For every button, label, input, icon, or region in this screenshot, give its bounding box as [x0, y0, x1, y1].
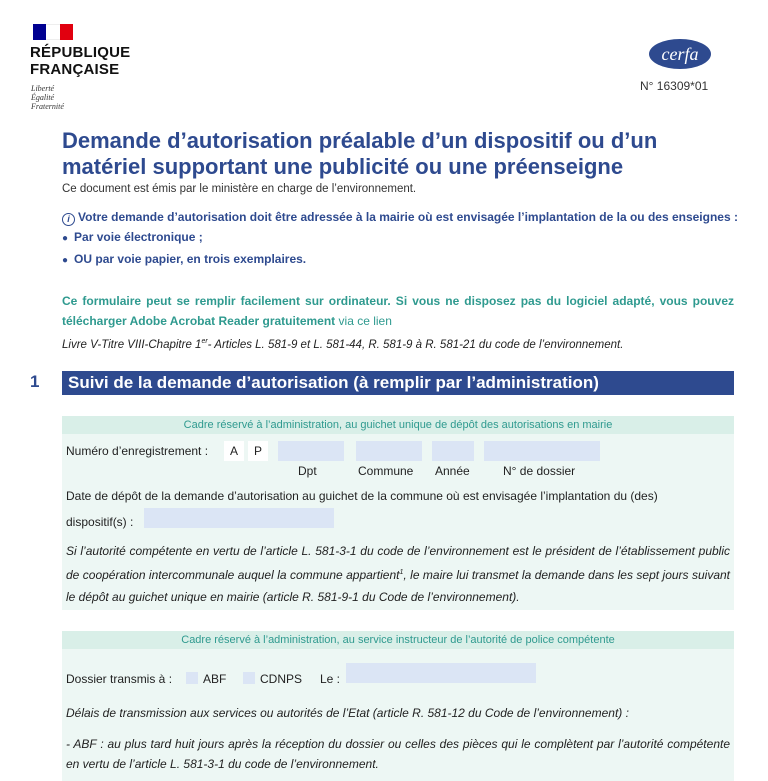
info-icon: i — [62, 213, 75, 226]
document-subtitle: Ce document est émis par le ministère en charge de l’environnement. — [62, 183, 417, 195]
registration-number-label: Numéro d’enregistrement : — [66, 444, 209, 458]
notice-item-paper: ● OU par voie papier, en trois exemplaires. — [62, 249, 742, 271]
caption-commune: Commune — [358, 464, 414, 478]
transmitted-to-label: Dossier transmis à : — [66, 672, 173, 686]
deposit-date-label-end: dispositif(s) : — [66, 515, 134, 529]
notice-item-electronic: ● Par voie électronique ; — [62, 227, 742, 249]
registration-file-number-field[interactable] — [484, 441, 600, 461]
document-title: Demande d’autorisation préalable d’un dispositif ou d’un matériel supportant une publicité ou une préenseigne — [62, 128, 658, 179]
registration-year-field[interactable] — [432, 441, 474, 461]
cdnps-label: CDNPS — [260, 672, 303, 686]
notice-text: Votre demande d’autorisation doit être adressée à la mairie où est envisagée l’implantation de la ou des enseignes : — [78, 210, 738, 224]
frame-header-instructeur: Cadre réservé à l’administration, au service instructeur de l’autorité de police compétente — [62, 631, 734, 649]
transmission-date-field[interactable] — [346, 663, 536, 683]
transmission-delays-text: Délais de transmission aux services ou autorités de l’Etat (article R. 581-12 du Code de l’environnement) : — [66, 706, 629, 720]
republique-francaise-label: RÉPUBLIQUE FRANÇAISE — [30, 44, 131, 78]
registration-commune-field[interactable] — [356, 441, 422, 461]
frame-body-instructeur — [62, 649, 734, 781]
software-note — [62, 291, 734, 331]
cdnps-checkbox[interactable] — [243, 672, 255, 684]
section-number: 1 — [30, 372, 40, 391]
acrobat-reader-link[interactable]: via ce lien — [338, 314, 392, 328]
cerfa-number: N° 16309*01 — [640, 79, 709, 93]
registration-prefix-a: A — [224, 441, 244, 461]
abf-checkbox[interactable] — [186, 672, 198, 684]
caption-file-number: N° de dossier — [503, 464, 576, 478]
republique-francaise-flag-logo — [33, 24, 73, 40]
caption-year: Année — [435, 464, 470, 478]
frame-header-guichet: Cadre réservé à l’administration, au guichet unique de dépôt des autorisations en mairie — [62, 416, 734, 434]
software-note-text: Ce formulaire peut se remplir facilement sur ordinateur. Si vous ne disposez pas du logiciel adapté, vous pouvez télécharger Adobe Acrobat Reader gratuitement — [62, 294, 734, 328]
legal-reference: Livre V-Titre VIII-Chapitre 1er- Articles L. 581-9 et L. 581-44, R. 581-9 à R. 581-21 du code de l’environnement. — [62, 338, 624, 351]
section-title: Suivi de la demande d’autorisation (à remplir par l’administration) — [62, 371, 734, 395]
cerfa-logo — [648, 38, 712, 70]
deposit-date-label: Date de dépôt de la demande d’autorisation au guichet de la commune où est envisagée l’implantation du (des) — [66, 489, 658, 503]
notice-block — [62, 207, 742, 271]
frame-body-guichet — [62, 434, 734, 610]
abf-label: ABF — [203, 672, 227, 686]
caption-dpt: Dpt — [298, 464, 317, 478]
notice-text-line — [62, 207, 742, 227]
abf-delay-text: - ABF : au plus tard huit jours après la réception du dossier ou celles des pièces qui le complètent par l’autorité compétente en vertu de l’article L. 581-3-1 du code de l’environnement. — [66, 737, 730, 771]
transmission-date-label: Le : — [320, 672, 341, 686]
epci-note: Si l’autorité compétente en vertu de l’article L. 581-3-1 du code de l’environnement est le président de l’établissement public de coopération intercommunale auquel la commune appartient$^1$, le maire lui transmet la demande dans les sept jours suivant le dépôt au guichet unique en mairie (article R. 581-9-1 du Code de l’environnement). — [66, 544, 730, 604]
registration-dpt-field[interactable] — [278, 441, 344, 461]
republic-motto: Liberté Égalité Fraternité — [31, 84, 64, 111]
registration-prefix-p: P — [248, 441, 268, 461]
deposit-date-field[interactable] — [144, 508, 334, 528]
cerfa-logo-text: cerfa — [661, 44, 699, 64]
